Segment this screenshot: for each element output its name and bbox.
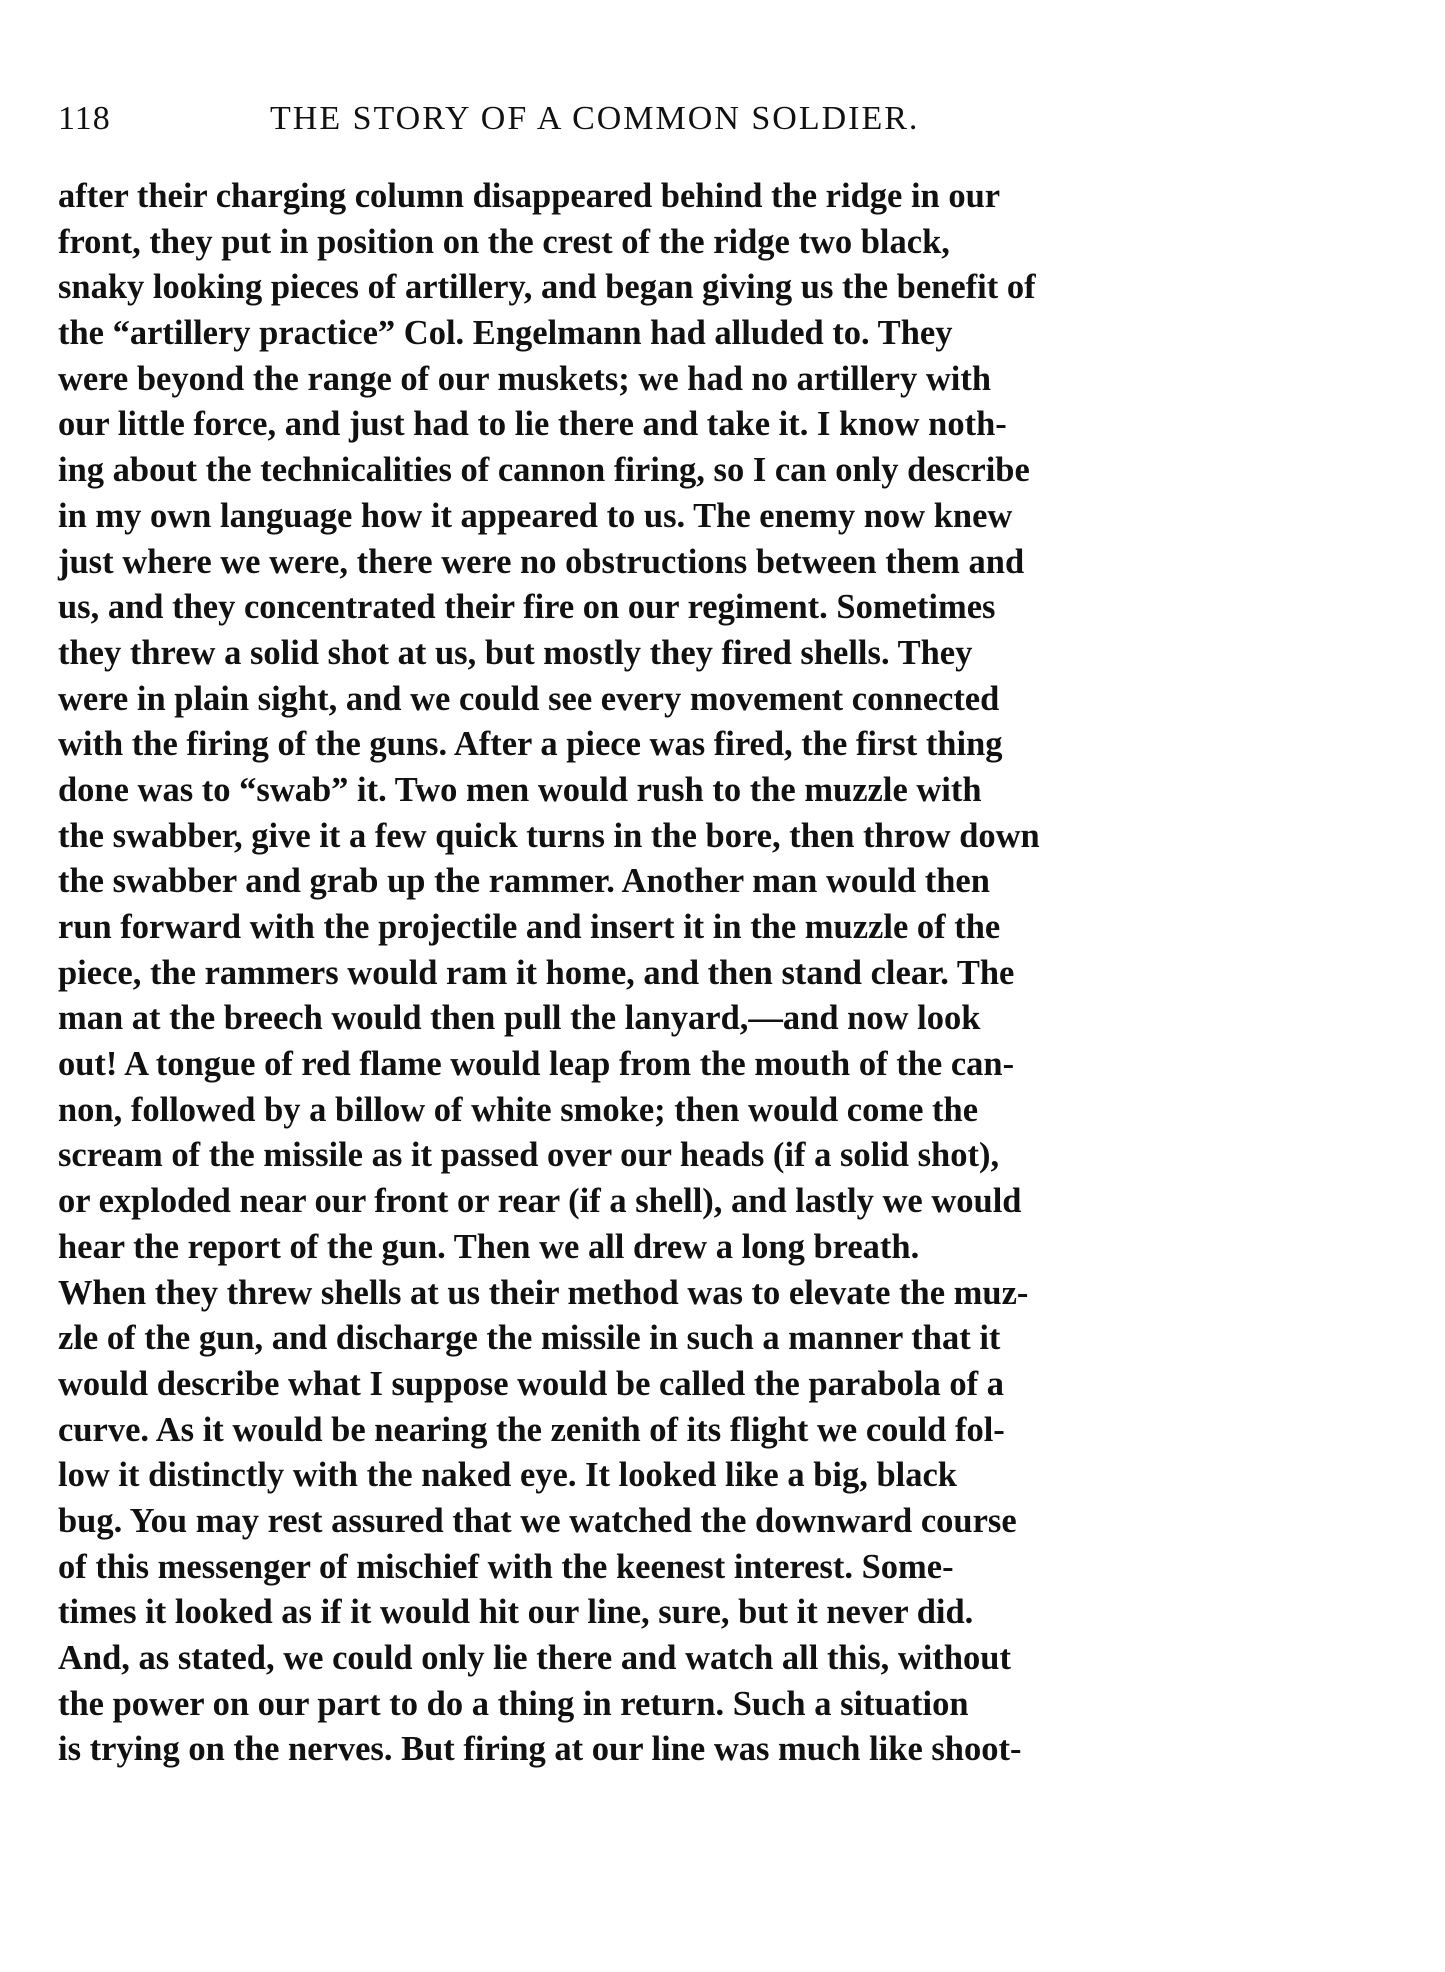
text-line: non, followed by a billow of white smoke; then would come the [58,1090,979,1129]
text-line: bug. You may rest assured that we watched the downward course [58,1501,1017,1540]
page-number: 118 [58,100,111,137]
body-text [58,174,1268,1773]
text-line: And, as stated, we could only lie there and watch all this, without [58,1639,1011,1677]
text-line: times it looked as if it would hit our line, sure, but it never did. [58,1593,974,1632]
text-line: the “artillery practice” Col. Engelmann had alluded to. They [58,314,953,353]
text-line: would describe what I suppose would be called the parabola of a [58,1364,1004,1403]
text-line: piece, the rammers would ram it home, and then stand clear. The [58,953,1015,992]
text-line: run forward with the projectile and insert it in the muzzle of the [58,908,1001,946]
text-line: after their charging column disappeared behind the ridge in our [58,177,1001,215]
running-title: THE STORY OF A COMMON SOLDIER. [270,100,920,137]
text-line: the power on our part to do a thing in return. Such a situation [58,1684,969,1723]
text-line: the swabber, give it a few quick turns in the bore, then throw down [58,816,1040,855]
text-line: curve. As it would be nearing the zenith of its flight we could fol- [58,1410,1005,1449]
text-line: our little force, and just had to lie there and take it. I know noth- [58,405,1007,444]
text-line: out! A tongue of red flame would leap from the mouth of the can- [58,1045,1015,1084]
text-line: were in plain sight, and we could see every movement connected [58,679,1000,718]
text-line: hear the report of the gun. Then we all drew a long breath. [58,1227,920,1266]
text-line: ing about the technicalities of cannon firing, so I can only describe [58,451,1030,490]
text-line: zle of the gun, and discharge the missile in such a manner that it [58,1319,1001,1358]
text-line: or exploded near our front or rear (if a shell), and lastly we would [58,1182,1022,1221]
text-line: front, they put in position on the crest of the ridge two black, [58,222,950,261]
text-line: the swabber and grab up the rammer. Another man would then [58,862,990,901]
text-line: were beyond the range of our muskets; we had no artillery with [58,359,992,398]
text-line: When they threw shells at us their method was to elevate the muz- [58,1273,1029,1312]
text-line: snaky looking pieces of artillery, and began giving us the benefit of [58,268,1036,307]
text-line: they threw a solid shot at us, but mostly they fired shells. They [58,633,973,672]
text-line: in my own language how it appeared to us. The enemy now knew [58,496,1013,535]
text-line: scream of the missile as it passed over our heads (if a solid shot), [58,1136,1000,1175]
text-line: low it distinctly with the naked eye. It looked like a big, black [58,1456,957,1495]
text-line: man at the breech would then pull the lanyard,—and now look [58,999,981,1038]
text-line: with the firing of the guns. After a piece was fired, the first thing [58,725,1003,764]
text-line: is trying on the nerves. But firing at our line was much like shoot- [58,1730,1022,1769]
page-header [58,100,1268,150]
text-line: just where we were, there were no obstructions between them and [58,542,1025,581]
text-line: done was to “swab” it. Two men would rush to the muzzle with [58,770,982,809]
text-line: us, and they concentrated their fire on our regiment. Sometimes [58,588,996,627]
text-line: of this messenger of mischief with the keenest interest. Some- [58,1547,954,1586]
